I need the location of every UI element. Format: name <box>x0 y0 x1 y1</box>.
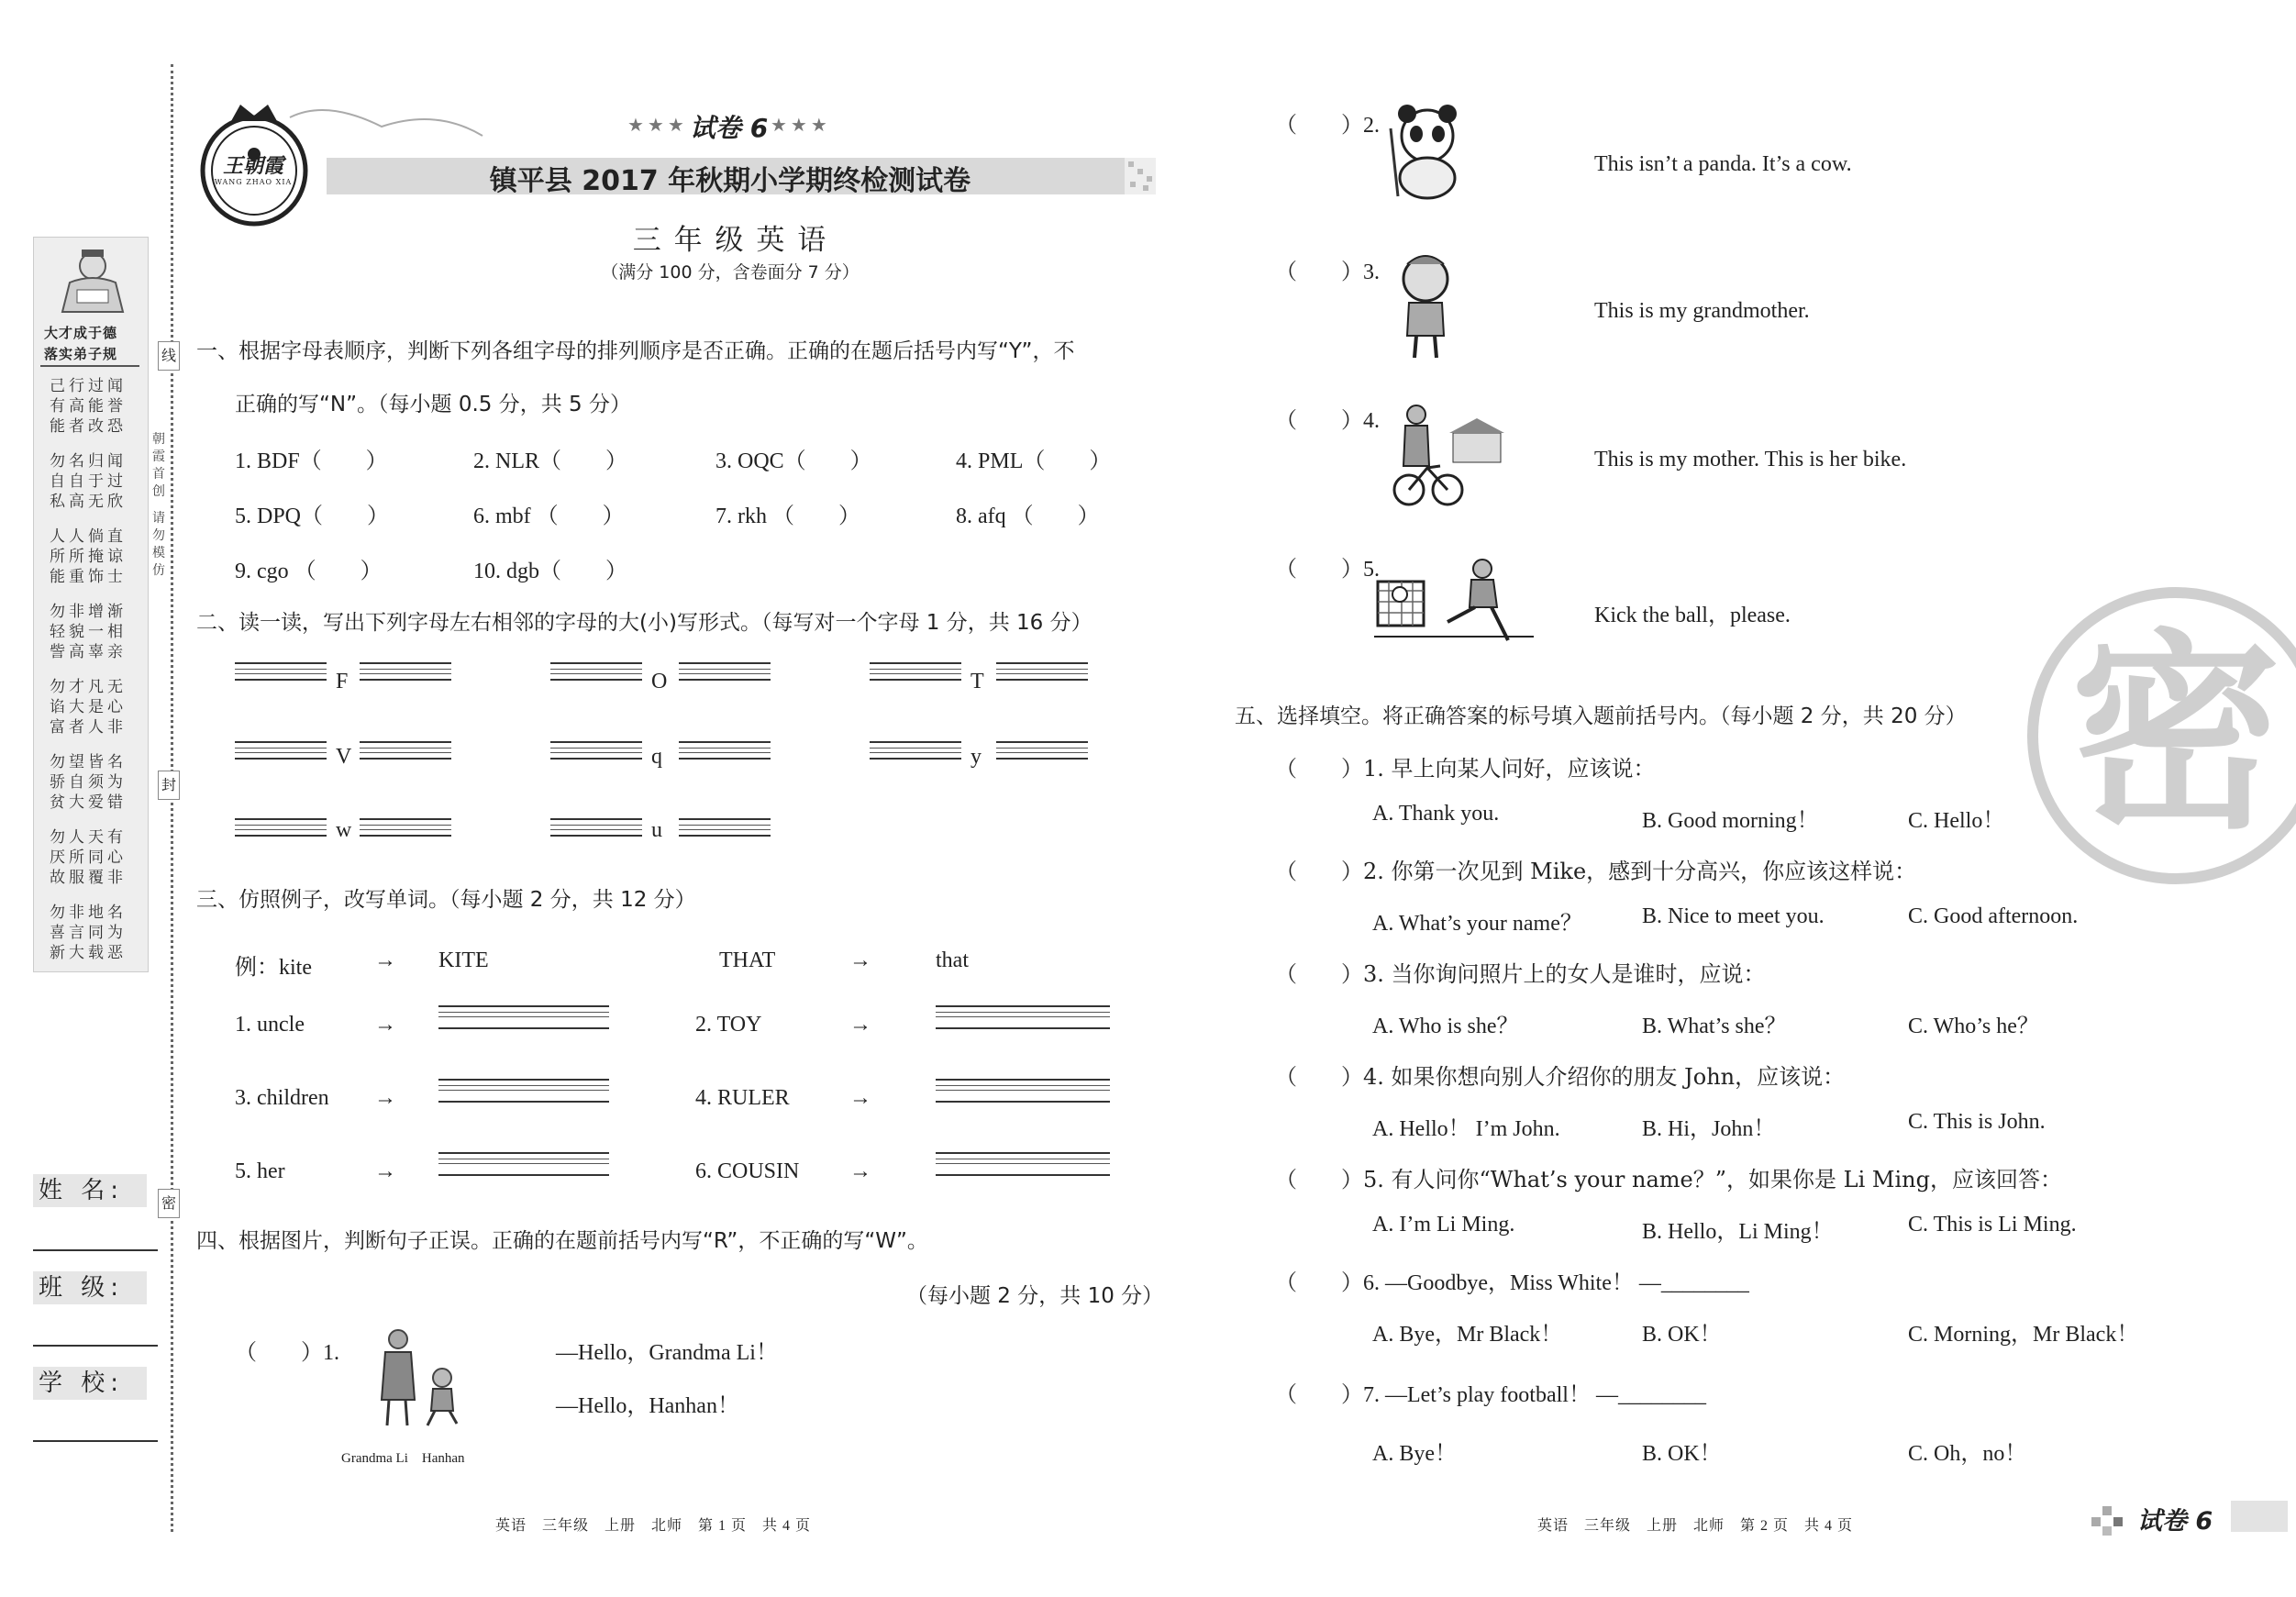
s3-answer-line[interactable] <box>438 1079 609 1103</box>
s4-q5-text: Kick the ball，please. <box>1594 604 1791 627</box>
footer-left: 英语 三年级 上册 北师 第 1 页 共 4 页 <box>495 1518 812 1534</box>
s5-q1-optA: A. Thank you. <box>1372 802 1500 826</box>
s3-item-1: 1. uncle <box>235 1013 305 1037</box>
s5-q4-optC: C. This is John. <box>1908 1110 2046 1134</box>
s1-title: 一、根据字母表顺序，判断下列各组字母的排列顺序是否正确。正确的在题后括号内写“Y”，不 <box>196 339 1075 363</box>
side-motto-1: 大才成于德 <box>44 325 118 341</box>
logo-sub: WANG ZHAO XIA <box>214 178 293 186</box>
s5-q2-optC: C. Good afternoon. <box>1908 904 2079 928</box>
s5-q2-optB: B. Nice to meet you. <box>1642 904 1825 928</box>
s1-item-5[interactable]: 5. DPQ（ ） <box>235 505 390 528</box>
s4-q4-bracket[interactable]: （ ）4. <box>1275 409 1380 433</box>
school-field[interactable] <box>33 1440 158 1442</box>
s2-write-line[interactable] <box>550 818 642 837</box>
s3-item-2: 2. TOY <box>695 1013 762 1037</box>
binding-mark-xian: 线 <box>158 341 180 371</box>
exam-title: 镇平县 2017 年秋期小学期终检测试卷 <box>489 165 971 197</box>
s2-write-line[interactable] <box>870 662 961 681</box>
s2-write-line[interactable] <box>996 741 1088 760</box>
s5-q5-optA: A. I’m Li Ming. <box>1372 1213 1515 1237</box>
s5-q4-optA: A. Hello！ I’m John. <box>1372 1117 1560 1141</box>
s5-q1-optC: C. Hello！ <box>1908 809 2005 833</box>
s5-q3[interactable]: （ ）3. 当你询问照片上的女人是谁时，应说： <box>1275 961 1766 987</box>
s5-q2-optA: A. What’s your name？ <box>1372 912 1582 936</box>
s2-letter-O: O <box>651 670 668 693</box>
s3-example2-arrow: → <box>849 948 871 972</box>
s5-q3-optC: C. Who’s he？ <box>1908 1015 2039 1038</box>
s1-item-3[interactable]: 3. OQC（ ） <box>715 449 872 473</box>
s2-letter-w: w <box>336 818 352 842</box>
school-label: 学 校: <box>33 1367 147 1400</box>
s3-item-6: 6. COUSIN <box>695 1159 800 1183</box>
s1-item-4[interactable]: 4. PML（ ） <box>956 449 1112 473</box>
s3-item-3: 3. children <box>235 1086 329 1110</box>
footer-paper-tag: 试卷 6 <box>2137 1507 2213 1536</box>
score-note: （满分 100 分，含卷面分 7 分） <box>601 262 860 283</box>
s2-write-line[interactable] <box>679 662 771 681</box>
s5-q7[interactable]: （ ）7. —Let’s play football！ —________ <box>1275 1383 1706 1407</box>
side-idiom-4: 勿非增渐 轻貌一相 訾高辜亲 <box>50 603 127 661</box>
s5-q6-optA: A. Bye，Mr Black！ <box>1372 1323 1563 1347</box>
s2-letter-u: u <box>651 818 662 842</box>
s4-q1-bracket[interactable]: （ ）1. <box>235 1341 339 1365</box>
s5-q3-optB: B. What’s she？ <box>1642 1015 1787 1038</box>
s3-arrow: → <box>849 1013 871 1037</box>
s2-letter-y: y <box>971 745 982 769</box>
s4-q2-bracket[interactable]: （ ）2. <box>1275 114 1380 138</box>
s2-write-line[interactable] <box>360 662 451 681</box>
s3-arrow: → <box>849 1086 871 1110</box>
class-label: 班 级: <box>33 1271 147 1304</box>
name-field[interactable] <box>33 1249 158 1251</box>
s2-write-line[interactable] <box>870 741 961 760</box>
scholar-figure-icon <box>51 246 134 319</box>
s4-q1-caption: Grandma Li Hanhan <box>341 1451 465 1466</box>
s5-title: 五、选择填空。将正确答案的标号填入题前括号内。（每小题 2 分，共 20 分） <box>1235 704 1967 728</box>
binding-mark-mi: 密 <box>158 1189 180 1218</box>
s2-write-line[interactable] <box>550 662 642 681</box>
s1-item-10[interactable]: 10. dgb（ ） <box>473 560 627 583</box>
s2-write-line[interactable] <box>360 741 451 760</box>
s5-q4-optB: B. Hi，John！ <box>1642 1117 1776 1141</box>
s5-q1[interactable]: （ ）1. 早上向某人问好，应该说： <box>1275 756 1656 782</box>
s2-write-line[interactable] <box>996 662 1088 681</box>
side-divider <box>40 365 139 367</box>
footer-tag-bar <box>2231 1501 2288 1532</box>
s3-arrow: → <box>374 1013 396 1037</box>
s4-q1-line1: —Hello，Grandma Li！ <box>556 1341 778 1365</box>
s4-score: （每小题 2 分，共 10 分） <box>906 1284 1164 1308</box>
s5-q6-optC: C. Morning，Mr Black！ <box>1908 1323 2139 1347</box>
side-idiom-8: 勿非地名 喜言同为 新大载恶 <box>50 904 127 962</box>
s1-item-6[interactable]: 6. mbf （ ） <box>473 505 625 528</box>
s2-write-line[interactable] <box>679 818 771 837</box>
s5-q7-optA: A. Bye！ <box>1372 1442 1457 1466</box>
class-field[interactable] <box>33 1345 158 1347</box>
s1-item-1[interactable]: 1. BDF（ ） <box>235 449 388 473</box>
s2-write-line[interactable] <box>235 818 327 837</box>
s2-write-line[interactable] <box>679 741 771 760</box>
s3-title: 三、仿照例子，改写单词。（每小题 2 分，共 12 分） <box>196 888 696 912</box>
s2-title: 二、读一读，写出下列字母左右相邻的字母的大(小)写形式。（每写对一个字母 1 分，共 16 分） <box>196 611 1093 635</box>
s5-q2[interactable]: （ ）2. 你第一次见到 Mike，感到十分高兴，你应该这样说： <box>1275 859 1917 884</box>
s5-q5-optB: B. Hello，Li Ming！ <box>1642 1220 1834 1244</box>
s3-item-5: 5. her <box>235 1159 285 1183</box>
s4-q3-text: This is my grandmother. <box>1594 299 1810 323</box>
s1-title-cont: 正确的写“N”。（每小题 0.5 分，共 5 分） <box>235 393 631 416</box>
side-idiom-6: 勿望皆名 骄自须为 贫大爱错 <box>50 753 127 812</box>
s1-item-8[interactable]: 8. afq （ ） <box>956 505 1100 528</box>
side-idiom-5: 勿才凡无 谄大是心 富者人非 <box>50 678 127 737</box>
s1-item-7[interactable]: 7. rkh （ ） <box>715 505 860 528</box>
side-idiom-2: 勿名归闻 自自于过 私高无欣 <box>50 452 127 511</box>
s2-letter-V: V <box>336 745 352 769</box>
s4-title: 四、根据图片，判断句子正误。正确的在题前括号内写“R”，不正确的写“W”。 <box>196 1229 928 1253</box>
side-motto-2: 落实弟子规 <box>44 346 118 362</box>
boy-icon <box>1389 251 1462 361</box>
s3-answer-line[interactable] <box>438 1152 609 1176</box>
stars-left-icon: ★★★ <box>627 114 688 136</box>
s3-item-4: 4. RULER <box>695 1086 790 1110</box>
s3-example-answer: KITE <box>438 948 489 972</box>
s2-write-line[interactable] <box>235 741 327 760</box>
s2-write-line[interactable] <box>550 741 642 760</box>
s2-letter-F: F <box>336 670 349 693</box>
panda-icon <box>1376 101 1479 202</box>
s5-q6-optB: B. OK！ <box>1642 1323 1722 1347</box>
subject-title: 三 年 级 英 语 <box>632 224 828 257</box>
s5-q5-optC: C. This is Li Ming. <box>1908 1213 2077 1237</box>
s3-answer-line[interactable] <box>936 1005 1110 1029</box>
stars-right-icon: ★★★ <box>771 114 831 136</box>
s4-q3-bracket[interactable]: （ ）3. <box>1275 261 1380 284</box>
copyright-warning: 朝 霞 首 创 请 勿 模 仿 <box>152 432 165 578</box>
s2-write-line[interactable] <box>360 818 451 837</box>
binding-mark-feng: 封 <box>158 771 180 800</box>
s5-q3-optA: A. Who is she？ <box>1372 1015 1519 1038</box>
s4-q5-bracket[interactable]: （ ）5. <box>1275 558 1380 582</box>
woman-with-bike-icon <box>1376 402 1504 512</box>
s3-arrow: → <box>374 1086 396 1110</box>
s5-q7-optC: C. Oh，no！ <box>1908 1442 2027 1466</box>
s3-arrow: → <box>374 1159 396 1183</box>
s5-q1-optB: B. Good morning！ <box>1642 809 1819 833</box>
s3-answer-line[interactable] <box>936 1152 1110 1176</box>
side-idiom-3: 人人倘直 所所掩谅 能重饰士 <box>50 527 127 586</box>
s3-answer-line[interactable] <box>438 1005 609 1029</box>
s2-letter-q: q <box>651 745 662 769</box>
s4-q1-line2: —Hello，Hanhan！ <box>556 1394 739 1418</box>
s3-arrow: → <box>849 1159 871 1183</box>
s3-example2-answer: that <box>936 948 969 972</box>
s4-q4-text: This is my mother. This is her bike. <box>1594 448 1907 471</box>
s2-letter-T: T <box>971 670 984 693</box>
footer-right: 英语 三年级 上册 北师 第 2 页 共 4 页 <box>1537 1518 1854 1534</box>
s5-q5[interactable]: （ ）5. 有人问你“What’s your name？”，如果你是 Li Ming，应该回答： <box>1275 1167 2062 1192</box>
s1-item-2[interactable]: 2. NLR（ ） <box>473 449 627 473</box>
s4-q2-text: This isn’t a panda. It’s a cow. <box>1594 152 1852 176</box>
side-idiom-1: 己行过闻 有高能誉 能者改恐 <box>50 377 127 436</box>
side-idiom-7: 勿人天有 厌所同心 故服覆非 <box>50 828 127 887</box>
s5-q7-optB: B. OK！ <box>1642 1442 1722 1466</box>
s3-example2-word: THAT <box>719 948 776 972</box>
name-label: 姓 名: <box>33 1174 147 1207</box>
s1-item-9[interactable]: 9. cgo （ ） <box>235 560 383 583</box>
kick-ball-icon <box>1374 554 1534 649</box>
s3-example-arrow: → <box>374 948 396 972</box>
s3-answer-line[interactable] <box>936 1079 1110 1103</box>
s3-example-word: 例：kite <box>235 956 312 980</box>
logo-text: 王朝霞 <box>222 155 283 178</box>
s5-q4[interactable]: （ ）4. 如果你想向别人介绍你的朋友 John，应该说： <box>1275 1064 1846 1090</box>
paper-number: 试卷 6 <box>690 113 769 143</box>
s2-write-line[interactable] <box>235 662 327 681</box>
s5-q6[interactable]: （ ）6. —Goodbye，Miss White！ —________ <box>1275 1271 1749 1295</box>
corner-squares-icon <box>2090 1504 2135 1536</box>
grandma-and-child-icon <box>367 1326 468 1436</box>
confidential-stamp: 密 <box>2027 587 2296 884</box>
